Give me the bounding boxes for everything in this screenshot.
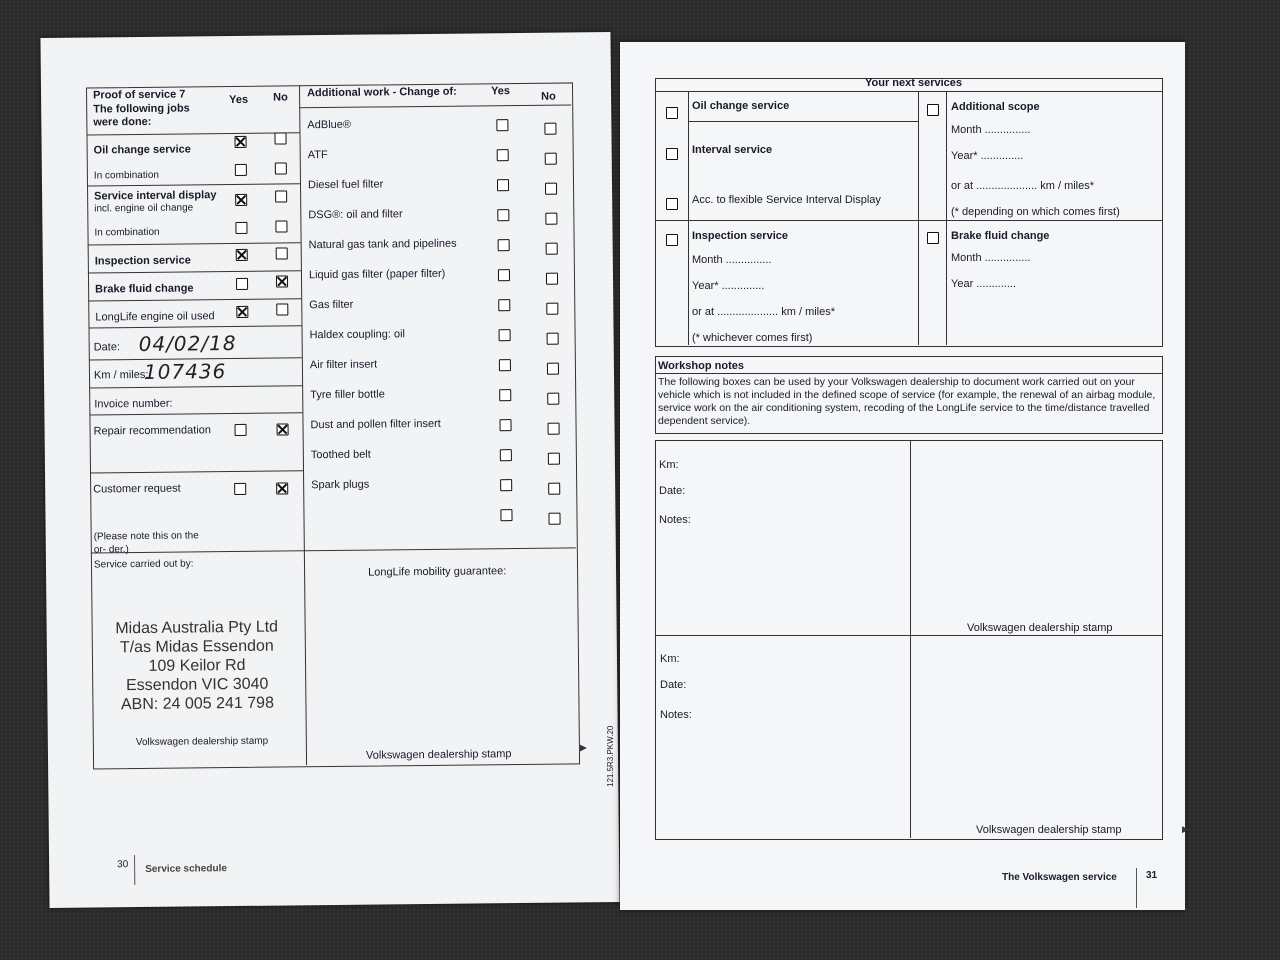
job-combination-2: In combination bbox=[94, 226, 160, 239]
scope-month: Month ............... bbox=[951, 124, 1031, 136]
proof-title: Proof of service 7 bbox=[93, 88, 186, 102]
left-page bbox=[40, 32, 619, 908]
scope-or-at: or at .................... km / miles* bbox=[951, 180, 1095, 192]
interval-label: Interval service bbox=[692, 144, 773, 156]
job-brake-fluid-no-checkbox[interactable] bbox=[276, 275, 288, 287]
brake-month: Month ............... bbox=[951, 252, 1031, 264]
please-note: (Please note this on the or- der.) bbox=[93, 530, 199, 556]
additional-item-3-yes-checkbox[interactable] bbox=[497, 209, 509, 221]
yes-header-left: Yes bbox=[229, 93, 249, 107]
inspection-checkbox[interactable] bbox=[666, 234, 678, 246]
notes1-date: Date: bbox=[659, 485, 686, 497]
additional-item-2-no-checkbox[interactable] bbox=[545, 183, 557, 195]
notes2-date: Date: bbox=[660, 679, 687, 691]
additional-item-6-no-checkbox[interactable] bbox=[546, 303, 558, 315]
right-page bbox=[606, 42, 1189, 910]
additional-item-13-yes-checkbox[interactable] bbox=[500, 509, 512, 521]
additional-item-11-no-checkbox[interactable] bbox=[548, 453, 560, 465]
additional-item-7-no-checkbox[interactable] bbox=[547, 333, 559, 345]
stamp-line-2: T/as Midas Essendon bbox=[119, 637, 274, 657]
job-longlife-oil: LongLife engine oil used bbox=[95, 310, 215, 324]
additional-item-0: AdBlue® bbox=[307, 118, 352, 132]
job-inspection: Inspection service bbox=[94, 254, 191, 268]
scope-depending: (* depending on which comes first) bbox=[951, 206, 1120, 218]
inspection-label: Inspection service bbox=[692, 230, 788, 242]
oil-change-checkbox[interactable] bbox=[666, 107, 678, 119]
dealer-stamp-label-left: Volkswagen dealership stamp bbox=[135, 735, 269, 749]
additional-item-10: Dust and pollen filter insert bbox=[310, 417, 441, 432]
additional-item-9-no-checkbox[interactable] bbox=[547, 393, 559, 405]
additional-item-6: Gas filter bbox=[309, 298, 354, 312]
notes1-km: Km: bbox=[659, 459, 679, 471]
additional-item-9: Tyre filler bottle bbox=[310, 388, 385, 402]
left-page-number: 30 bbox=[117, 859, 129, 871]
notes2-notes: Notes: bbox=[660, 709, 692, 721]
job-brake-fluid: Brake fluid change bbox=[95, 282, 194, 296]
job-oil-change-no-checkbox[interactable] bbox=[274, 132, 286, 144]
no-header-left: No bbox=[273, 91, 288, 104]
date-label: Date: bbox=[93, 341, 121, 354]
notes1-notes: Notes: bbox=[659, 514, 691, 526]
right-page-title: The Volkswagen service bbox=[1002, 872, 1117, 883]
brake-checkbox[interactable] bbox=[927, 232, 939, 244]
stamp-line-3: 109 Keilor Rd bbox=[148, 656, 246, 675]
additional-item-5-yes-checkbox[interactable] bbox=[498, 269, 510, 281]
left-page-title: Service schedule bbox=[145, 863, 227, 875]
km-value: 107436 bbox=[143, 359, 227, 384]
additional-item-10-yes-checkbox[interactable] bbox=[499, 419, 511, 431]
dealer-stamp-label-right-1: Volkswagen dealership stamp bbox=[967, 622, 1113, 634]
job-service-interval: Service interval display bbox=[94, 189, 217, 203]
job-brake-fluid-yes-checkbox[interactable] bbox=[236, 278, 248, 290]
inspection-whichever: (* whichever comes first) bbox=[692, 332, 813, 344]
notes2-km: Km: bbox=[660, 653, 680, 665]
dealer-stamp-text bbox=[107, 617, 288, 714]
customer-yes-checkbox[interactable] bbox=[234, 483, 246, 495]
job-combination-1: In combination bbox=[93, 169, 160, 182]
page-arrow-left: ▶ bbox=[579, 742, 587, 753]
job-service-interval-sub: incl. engine oil change bbox=[94, 202, 194, 215]
additional-item-5-no-checkbox[interactable] bbox=[546, 273, 558, 285]
inspection-month: Month ............... bbox=[692, 254, 772, 266]
print-code: 121.5R3.PKW.20 bbox=[606, 725, 615, 787]
workshop-text: The following boxes can be used by your Volkswagen dealership to document work carried out on your vehicle which is not included in the defined scope of service (for example, the renewal of an airbag module, service work on the air conditioning system, recoding of the LongLife service to the time/distance travelled dependent service). bbox=[658, 376, 1156, 427]
job-combination-1-no-checkbox[interactable] bbox=[275, 162, 287, 174]
stamp-line-1: Midas Australia Pty Ltd bbox=[115, 618, 279, 638]
job-longlife-oil-no-checkbox[interactable] bbox=[276, 303, 288, 315]
job-combination-2-yes-checkbox[interactable] bbox=[235, 222, 247, 234]
km-label: Km / miles: bbox=[93, 368, 149, 382]
additional-item-4: Natural gas tank and pipelines bbox=[308, 237, 457, 252]
brake-year: Year ............. bbox=[951, 278, 1017, 290]
additional-scope-label: Additional scope bbox=[951, 101, 1040, 113]
additional-title: Additional work - Change of: bbox=[306, 85, 457, 100]
job-combination-1-yes-checkbox[interactable] bbox=[235, 164, 247, 176]
next-services-title: Your next services bbox=[865, 77, 963, 89]
additional-item-8-yes-checkbox[interactable] bbox=[499, 359, 511, 371]
additional-item-3-no-checkbox[interactable] bbox=[545, 213, 557, 225]
additional-item-7-yes-checkbox[interactable] bbox=[499, 329, 511, 341]
additional-item-11: Toothed belt bbox=[310, 448, 371, 462]
inspection-or-at: or at .................... km / miles* bbox=[692, 306, 836, 318]
mobility-label: LongLife mobility guarantee: bbox=[368, 565, 507, 579]
additional-item-1-no-checkbox[interactable] bbox=[545, 153, 557, 165]
brake-label: Brake fluid change bbox=[951, 230, 1050, 242]
additional-item-12: Spark plugs bbox=[311, 478, 370, 492]
workshop-title: Workshop notes bbox=[658, 360, 744, 372]
additional-item-4-yes-checkbox[interactable] bbox=[498, 239, 510, 251]
page-arrow-right: ▶ bbox=[1182, 824, 1189, 834]
additional-item-4-no-checkbox[interactable] bbox=[546, 243, 558, 255]
yes-header-right: Yes bbox=[490, 85, 511, 98]
interval-checkbox[interactable] bbox=[666, 148, 678, 160]
additional-item-0-no-checkbox[interactable] bbox=[544, 123, 556, 135]
additional-item-0-yes-checkbox[interactable] bbox=[496, 119, 508, 131]
additional-item-2-yes-checkbox[interactable] bbox=[497, 179, 509, 191]
customer-no-checkbox[interactable] bbox=[276, 482, 288, 494]
additional-item-3: DSG®: oil and filter bbox=[308, 208, 403, 222]
additional-item-9-yes-checkbox[interactable] bbox=[499, 389, 511, 401]
repair-label: Repair recommendation bbox=[93, 424, 212, 438]
jobs-header: The following jobs were done: bbox=[93, 102, 190, 129]
date-value: 04/02/18 bbox=[138, 330, 237, 356]
flexible-checkbox[interactable] bbox=[666, 198, 678, 210]
repair-no-checkbox[interactable] bbox=[277, 423, 289, 435]
job-inspection-no-checkbox[interactable] bbox=[276, 247, 288, 259]
additional-item-5: Liquid gas filter (paper filter) bbox=[308, 267, 446, 282]
additional-item-1-yes-checkbox[interactable] bbox=[497, 149, 509, 161]
job-service-interval-yes-checkbox[interactable] bbox=[235, 194, 247, 206]
notes-grid-frame bbox=[655, 440, 1163, 840]
additional-scope-checkbox[interactable] bbox=[927, 104, 939, 116]
additional-item-10-no-checkbox[interactable] bbox=[548, 423, 560, 435]
flexible-label: Acc. to flexible Service Interval Display bbox=[692, 194, 881, 206]
dealer-stamp-label-right-2: Volkswagen dealership stamp bbox=[976, 824, 1122, 836]
additional-item-6-yes-checkbox[interactable] bbox=[498, 299, 510, 311]
additional-item-12-yes-checkbox[interactable] bbox=[500, 479, 512, 491]
additional-item-2: Diesel fuel filter bbox=[307, 178, 384, 192]
oil-change-label: Oil change service bbox=[692, 100, 790, 112]
job-inspection-yes-checkbox[interactable] bbox=[236, 249, 248, 261]
job-oil-change: Oil change service bbox=[93, 143, 191, 157]
stamp-line-5: ABN: 24 005 241 798 bbox=[120, 694, 275, 714]
job-longlife-oil-yes-checkbox[interactable] bbox=[236, 306, 248, 318]
additional-item-12-no-checkbox[interactable] bbox=[548, 483, 560, 495]
invoice-label: Invoice number: bbox=[94, 397, 173, 411]
stamp-line-4: Essendon VIC 3040 bbox=[125, 675, 269, 695]
additional-item-8: Air filter insert bbox=[309, 358, 378, 372]
customer-label: Customer request bbox=[93, 482, 181, 496]
repair-yes-checkbox[interactable] bbox=[235, 424, 247, 436]
additional-item-13-no-checkbox[interactable] bbox=[548, 513, 560, 525]
job-combination-2-no-checkbox[interactable] bbox=[275, 220, 287, 232]
additional-item-8-no-checkbox[interactable] bbox=[547, 363, 559, 375]
job-service-interval-no-checkbox[interactable] bbox=[275, 190, 287, 202]
no-header-right: No bbox=[541, 90, 556, 103]
right-page-number: 31 bbox=[1146, 870, 1158, 881]
scope-year: Year* .............. bbox=[951, 150, 1024, 162]
inspection-year: Year* .............. bbox=[692, 280, 765, 292]
additional-item-7: Haldex coupling: oil bbox=[309, 328, 406, 342]
dealer-stamp-label-middle: Volkswagen dealership stamp bbox=[365, 748, 512, 762]
job-oil-change-yes-checkbox[interactable] bbox=[234, 136, 246, 148]
additional-item-11-yes-checkbox[interactable] bbox=[500, 449, 512, 461]
additional-item-1: ATF bbox=[307, 149, 328, 162]
service-carried-label: Service carried out by: bbox=[93, 558, 194, 571]
